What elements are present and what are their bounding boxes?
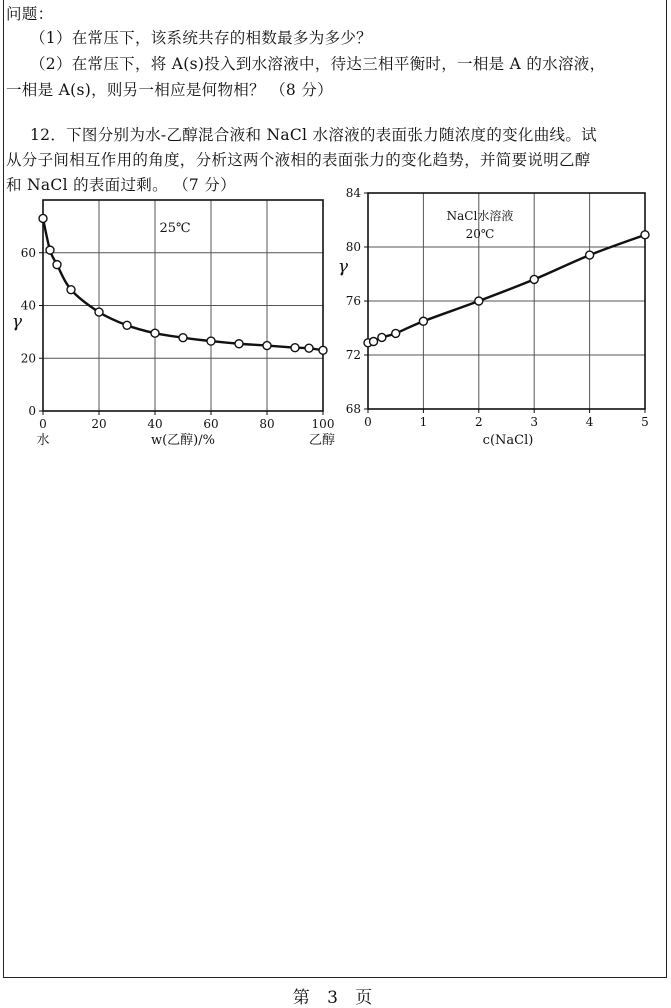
data-point: [530, 275, 538, 283]
y-tick-label: 60: [20, 245, 36, 260]
data-point: [392, 329, 400, 337]
ethanol-surface-tension-chart: [0, 185, 340, 460]
series-curve: [368, 235, 645, 343]
chart-annotation-line-1: NaCl水溶液: [446, 209, 514, 223]
data-point: [305, 344, 313, 352]
chart-annotation-line-2: 20℃: [465, 227, 495, 241]
text-line-4: 一相是 A(s)，则另一相应是何物相？ （8 分）: [6, 81, 333, 99]
x-tick-label: 0: [39, 417, 47, 431]
y-axis-label: γ: [337, 257, 349, 277]
data-point: [263, 342, 271, 350]
text-line-3: （2）在常压下，将 A(s)投入到水溶液中，待达三相平衡时，一相是 A 的水溶液，: [30, 55, 606, 73]
data-point: [53, 261, 61, 269]
y-axis-label: γ: [11, 312, 23, 332]
data-point: [370, 338, 378, 346]
x-tick-label: 60: [203, 417, 219, 431]
y-tick-label: 80: [345, 240, 361, 254]
page-border: [3, 0, 667, 978]
x-tick-label: 2: [474, 415, 483, 429]
data-point: [179, 334, 187, 342]
data-point: [586, 251, 594, 259]
data-point: [46, 246, 54, 254]
text-line-5: 12．下图分别为水-乙醇混合液和 NaCl 水溶液的表面张力随浓度的变化曲线。试: [30, 126, 597, 144]
x-left-label: 水: [36, 433, 50, 448]
data-point: [641, 231, 649, 239]
data-point: [39, 214, 47, 222]
text-line-1: 问题：: [6, 5, 54, 23]
x-tick-label: 0: [364, 415, 372, 429]
text-line-2: （1）在常压下，该系统共存的相数最多为多少？: [30, 29, 372, 47]
x-right-label: 乙醇: [308, 433, 336, 448]
y-tick-label: 20: [20, 351, 36, 366]
y-tick-label: 72: [345, 348, 361, 362]
data-point: [419, 317, 427, 325]
data-point: [235, 340, 243, 348]
data-point: [123, 321, 131, 329]
text-line-6: 从分子间相互作用的角度，分析这两个液相的表面张力的变化趋势，并简要说明乙醇: [6, 151, 591, 169]
x-tick-label: 4: [585, 415, 594, 429]
page-number: 第 3 页: [292, 988, 379, 1008]
x-tick-label: 40: [147, 417, 163, 431]
x-axis-label: c(NaCl): [482, 433, 534, 448]
x-tick-label: 80: [259, 417, 275, 431]
y-tick-label: 68: [345, 402, 361, 416]
nacl-surface-tension-chart: [330, 185, 665, 460]
x-tick-label: 1: [419, 415, 428, 429]
x-tick-label: 20: [91, 417, 107, 431]
text-line-7: 和 NaCl 的表面过剩。 （7 分）: [6, 176, 236, 194]
y-tick-label: 40: [20, 298, 36, 313]
chart-annotation: 25℃: [159, 221, 191, 236]
x-tick-label: 5: [641, 415, 649, 429]
y-tick-label: 76: [345, 294, 361, 308]
series-curve: [43, 218, 323, 350]
x-tick-label: 100: [311, 417, 335, 431]
data-point: [378, 333, 386, 341]
x-tick-label: 3: [530, 415, 539, 429]
data-point: [319, 346, 327, 354]
data-point: [95, 308, 103, 316]
y-tick-label: 84: [345, 186, 361, 200]
data-point: [291, 344, 299, 352]
data-point: [475, 297, 483, 305]
y-tick-label: 0: [28, 404, 36, 418]
x-axis-label: w(乙醇)/%: [150, 433, 216, 448]
data-point: [67, 286, 75, 294]
data-point: [207, 337, 215, 345]
data-point: [151, 329, 159, 337]
